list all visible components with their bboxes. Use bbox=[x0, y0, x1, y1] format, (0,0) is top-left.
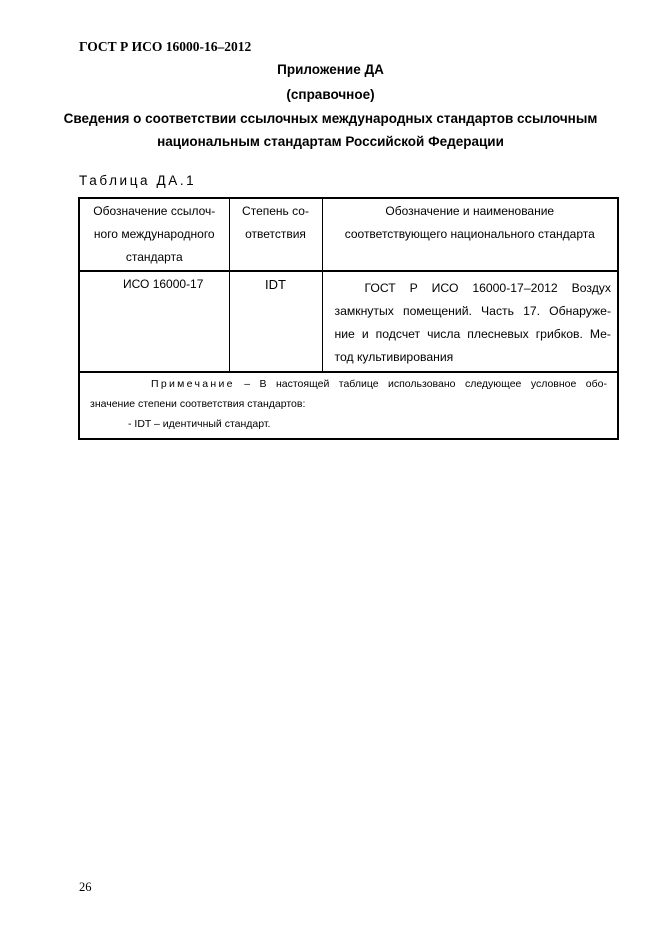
column-header-international-standard bbox=[79, 198, 229, 271]
column-header-line: соответствующего национального стандарта bbox=[344, 227, 595, 241]
table-header-row bbox=[79, 198, 618, 271]
note-line-3: - IDT – идентичный стандарт. bbox=[128, 418, 271, 430]
table-row bbox=[79, 271, 618, 372]
column-header-line: ответствия bbox=[245, 227, 306, 241]
cell-text-line: ние и подсчет числа плесневых грибков. Ме- bbox=[334, 327, 611, 341]
cell-national-standard bbox=[322, 271, 618, 372]
correspondence-table bbox=[78, 197, 619, 440]
document-code: ГОСТ Р ИСО 16000-16–2012 bbox=[79, 39, 252, 54]
column-header-line: Обозначение и наименование bbox=[385, 204, 555, 218]
column-header-national-standard bbox=[322, 198, 618, 271]
table-note bbox=[79, 372, 618, 439]
column-header-line: Обозначение ссылоч- bbox=[93, 204, 216, 218]
cell-text-line: замкнутых помещений. Часть 17. Обнаруже- bbox=[334, 304, 611, 318]
column-header-line: ного международного bbox=[93, 227, 215, 241]
cell-international-standard: ИСО 16000-17 bbox=[79, 271, 229, 372]
table-note-row bbox=[79, 372, 618, 439]
appendix-heading-line-2: национальным стандартам Российской Федерации bbox=[157, 134, 504, 149]
note-label: Примечание bbox=[151, 378, 235, 390]
table-caption: Таблица ДА.1 bbox=[79, 173, 197, 188]
cell-degree: IDT bbox=[229, 271, 322, 372]
note-line-2: значение степени соответствия стандартов: bbox=[90, 398, 306, 410]
appendix-title: Приложение ДА bbox=[277, 62, 384, 77]
cell-text-line: ГОСТ Р ИСО 16000-17–2012 Воздух bbox=[364, 281, 611, 295]
appendix-heading-line-1: Сведения о соответствии ссылочных международных стандартов ссылочным bbox=[63, 111, 598, 126]
column-header-line: стандарта bbox=[125, 250, 183, 264]
note-text: – В настоящей таблице использовано следующее условное обо- bbox=[234, 378, 607, 390]
appendix-subtitle: (справочное) bbox=[286, 87, 375, 102]
note-line-1 bbox=[90, 374, 607, 394]
page-number: 26 bbox=[79, 880, 92, 894]
cell-text-line: тод культивирования bbox=[334, 350, 454, 364]
column-header-line: Степень со- bbox=[242, 204, 309, 218]
column-header-degree bbox=[229, 198, 322, 271]
